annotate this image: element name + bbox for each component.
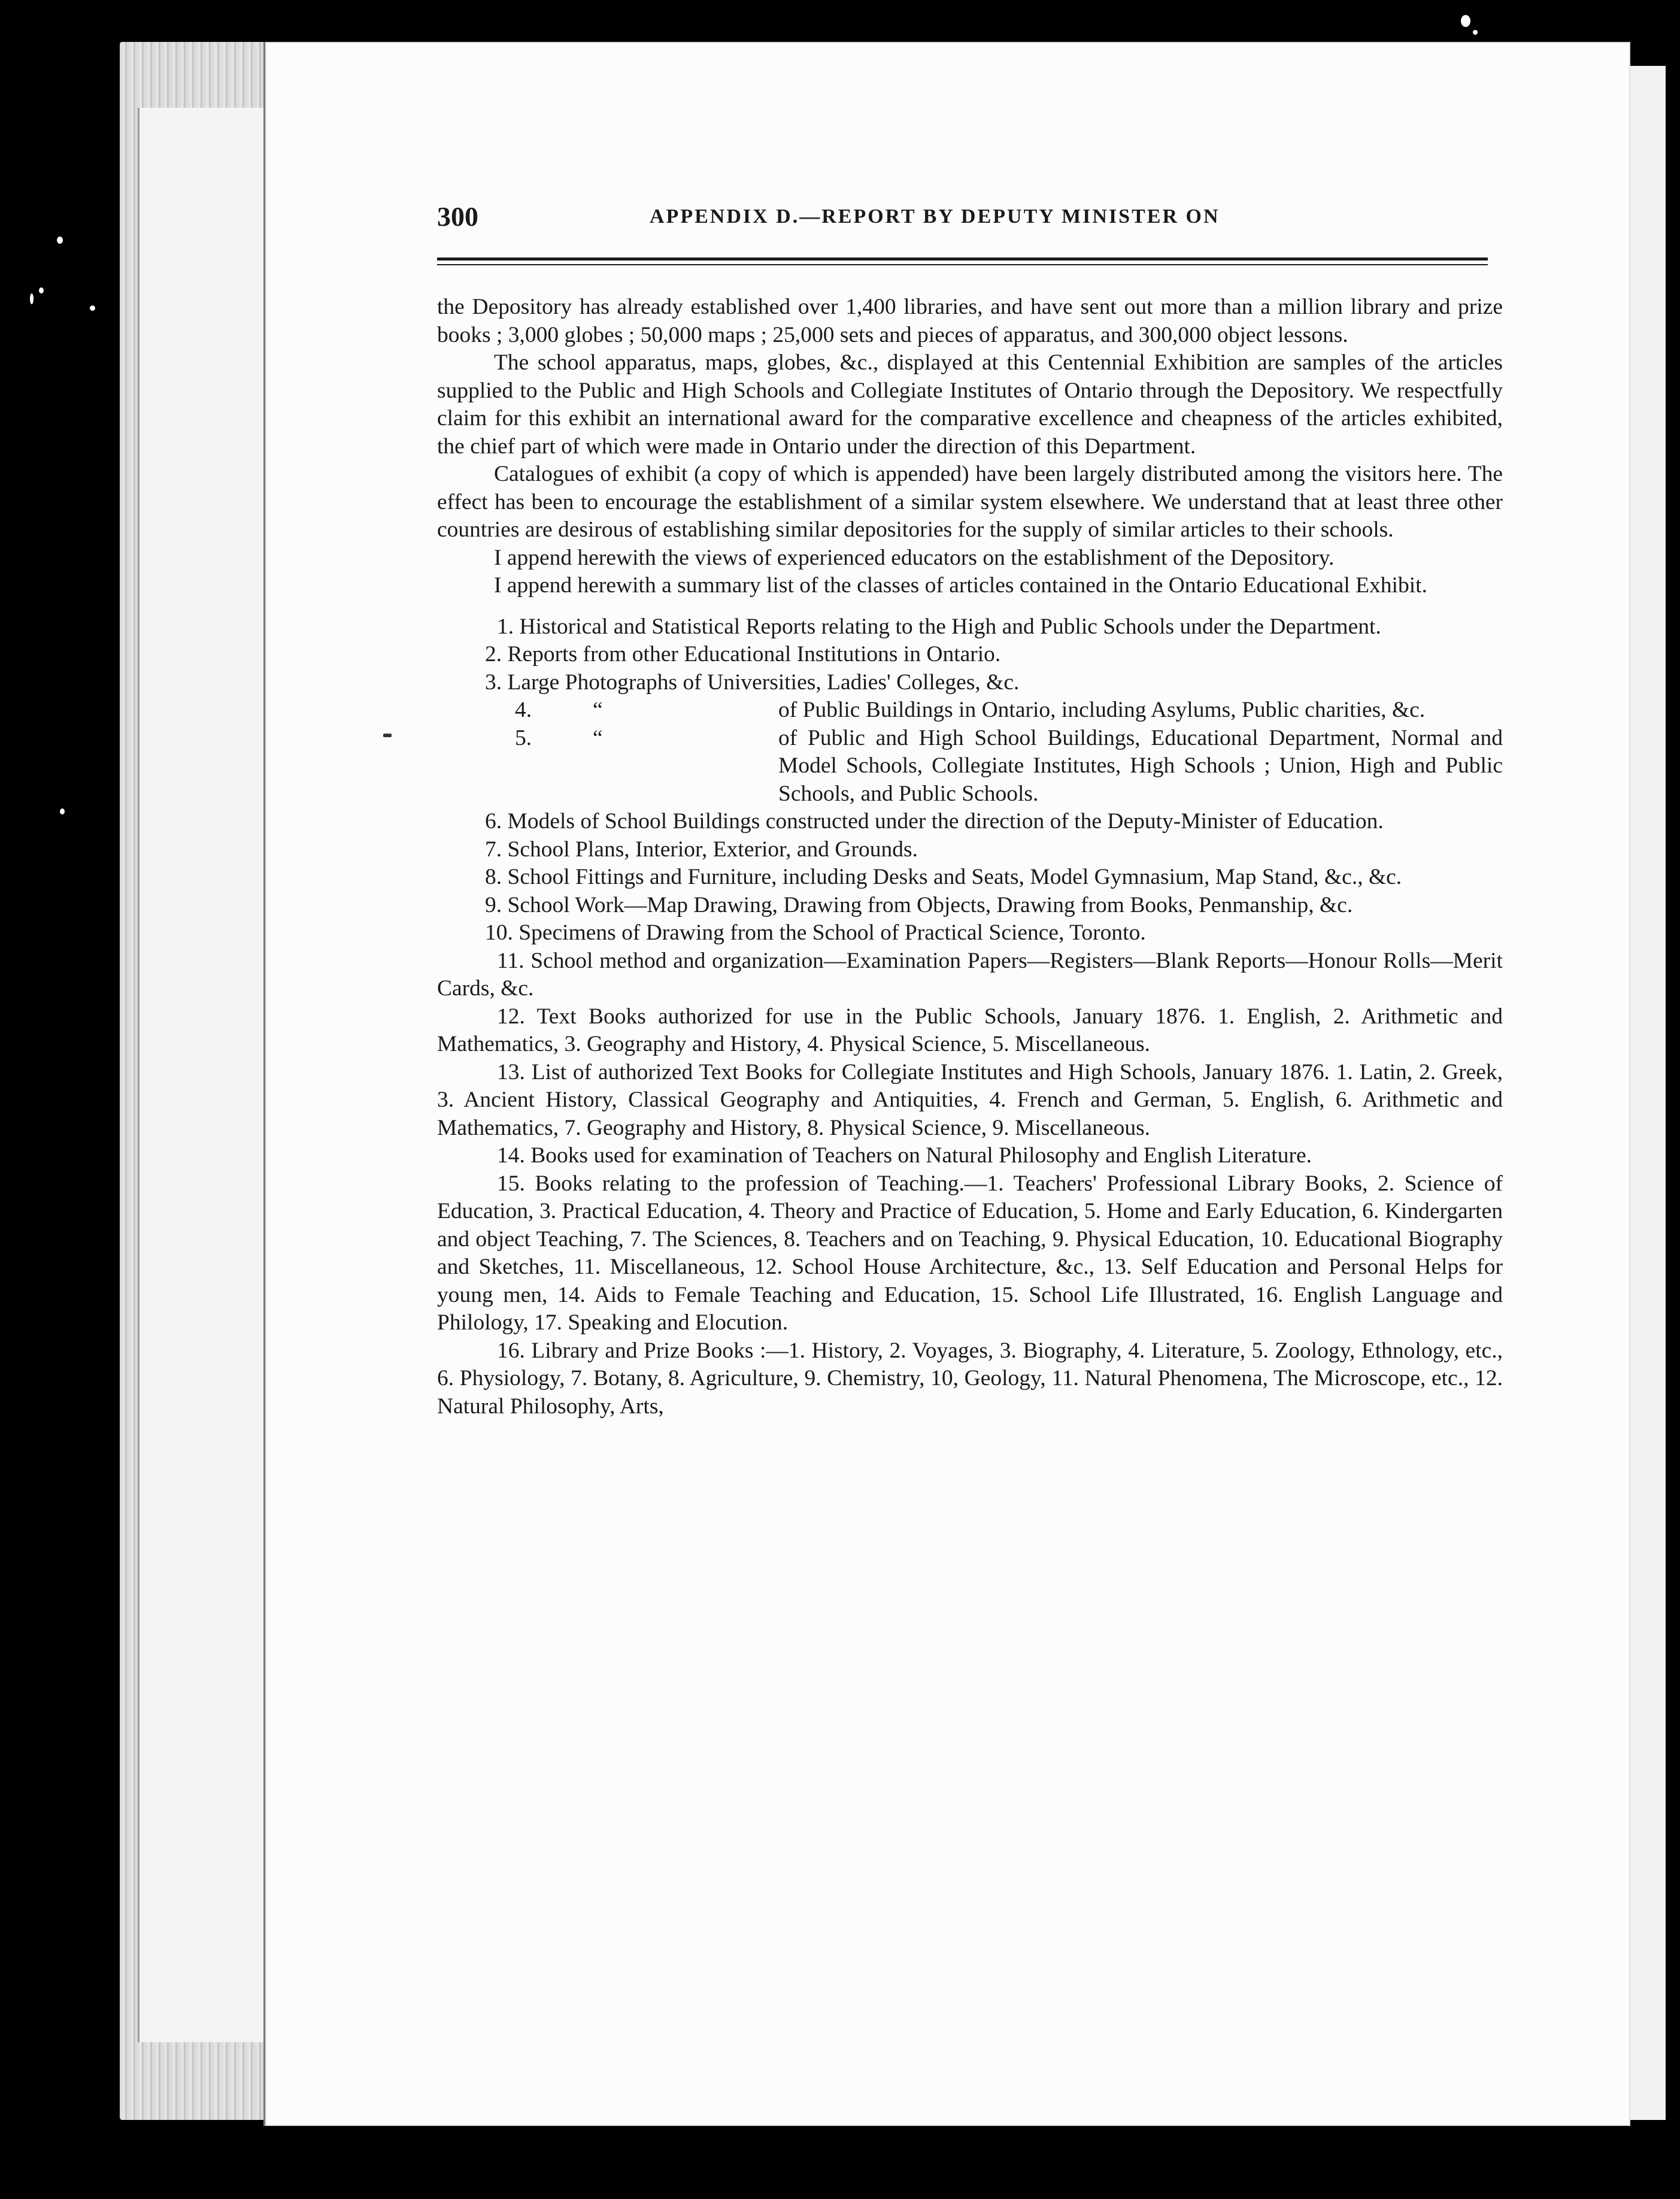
scan-speck <box>1473 30 1478 35</box>
list-item <box>437 696 1503 725</box>
list-item: 11. School method and organization—Examination Papers—Registers—Blank Reports—Honour Rolls—Merit Cards, &c. <box>437 948 1503 1001</box>
scan-speck <box>60 808 65 814</box>
page-number: 300 <box>437 201 478 232</box>
book-page-edge-inner <box>138 108 265 2042</box>
paragraph-catalogues: Catalogues of exhibit (a copy of which is appended) have been largely distributed among the visitors here. The effect has been to encourage the establishment of a similar system elsewhere. We understand that at least three other countries are desirous of establishing similar depositories for the supply of similar articles to their schools. <box>437 462 1503 542</box>
running-title: APPENDIX D.—REPORT BY DEPUTY MINISTER ON <box>650 205 1220 228</box>
list-item: 13. List of authorized Text Books for Collegiate Institutes and High Schools, January 1876. 1. Latin, 2. Greek, 3. Ancient History, Classical Geography and Antiquities, 4. French and German, 5. English, 6. Arithmetic and Mathematics, 7. Geography and History, 8. Physical Science, 9. Miscellaneous. <box>437 1059 1503 1140</box>
list-item: 6. Models of School Buildings constructed under the direction of the Deputy-Minister of Education. <box>485 809 1384 834</box>
list-item <box>437 725 1503 808</box>
list-item: 14. Books used for examination of Teachers on Natural Philosophy and English Literature. <box>497 1143 1312 1168</box>
list-item: 12. Text Books authorized for use in the Public Schools, January 1876. 1. English, 2. Arithmetic and Mathematics, 3. Geography and History, 4. Physical Science, 5. Miscellaneous. <box>437 1004 1503 1056</box>
paragraph-apparatus: The school apparatus, maps, globes, &c., displayed at this Centennial Exhibition are samples of the articles supplied to the Public and High Schools and Collegiate Institutes of Ontario through the Depository. We respectfully claim for this exhibit an international award for the comparative excellence and cheapness of the articles exhibited, the chief part of which were made in Ontario under the direction of this Department. <box>437 350 1503 459</box>
list-item-number: 5. <box>515 725 532 750</box>
ditto-mark: “ <box>593 725 603 750</box>
page-body <box>437 293 1503 1420</box>
list-item: 16. Library and Prize Books :—1. History, 2. Voyages, 3. Biography, 4. Literature, 5. Zoology, Ethnology, etc., 6. Physiology, 7. Botany, 8. Agriculture, 9. Chemistry, 10, Geology, 11. Natural Phenomena, The Microscope, etc., 12. Natural Philosophy, Arts, <box>437 1338 1503 1419</box>
list-item-text: of Public Buildings in Ontario, including Asylums, Public charities, &c. <box>778 698 1426 722</box>
scan-speck <box>39 287 44 293</box>
list-item: 10. Specimens of Drawing from the School of Practical Science, Toronto. <box>485 920 1146 945</box>
header-rule-thin <box>437 264 1488 265</box>
list-item: 7. School Plans, Interior, Exterior, and Grounds. <box>485 837 918 862</box>
paragraph-summary: I append herewith a summary list of the classes of articles contained in the Ontario Educational Exhibit. <box>494 573 1427 598</box>
list-item: 15. Books relating to the profession of Teaching.—1. Teachers' Professional Library Books, 2. Science of Education, 3. Practical Education, 4. Theory and Practice of Education, 5. Home and Early Education, 6. Kindergarten and object Teaching, 7. The Sciences, 8. Teachers and on Teaching, 9. Physical Education, 10. Educational Biography and Sketches, 11. Miscellaneous, 12. School House Architecture, &c., 13. Self Education and Personal Helps for young men, 14. Aids to Female Teaching and Education, 15. School Life Illustrated, 16. English Language and Philology, 17. Speaking and Elocution. <box>437 1171 1503 1335</box>
list-item: 3. Large Photographs of Universities, Ladies' Colleges, &c. <box>485 670 1020 695</box>
scan-speck <box>90 305 95 311</box>
header-rule-thick <box>437 258 1488 261</box>
paragraph-continued: the Depository has already established over 1,400 libraries, and have sent out more than a million library and prize books ; 3,000 globes ; 50,000 maps ; 25,000 sets and pieces of apparatus, and 300,000 object lessons. <box>437 295 1503 347</box>
exhibit-list <box>437 613 1503 1421</box>
paragraph-views: I append herewith the views of experienced educators on the establishment of the Depository. <box>494 545 1335 570</box>
running-head <box>437 201 1503 237</box>
list-item: 8. School Fittings and Furniture, including Desks and Seats, Model Gymnasium, Map Stand, &c., &c. <box>485 865 1402 889</box>
scan-speck <box>30 293 34 304</box>
scan-speck <box>383 734 392 737</box>
list-item-text: of Public and High School Buildings, Educational Department, Normal and Model Schools, Collegiate Institutes, High Schools ; Union, High and Public Schools, and Public Schools. <box>778 725 1503 806</box>
list-item-number: 4. <box>515 698 532 722</box>
list-item: 2. Reports from other Educational Institutions in Ontario. <box>485 642 1001 667</box>
scan-speck <box>57 237 63 244</box>
scan-speck <box>1461 15 1470 27</box>
list-item: 1. Historical and Statistical Reports relating to the High and Public Schools under the Department. <box>497 614 1381 639</box>
list-item: 9. School Work—Map Drawing, Drawing from Objects, Drawing from Books, Penmanship, &c. <box>485 892 1353 917</box>
ditto-mark: “ <box>593 698 603 722</box>
